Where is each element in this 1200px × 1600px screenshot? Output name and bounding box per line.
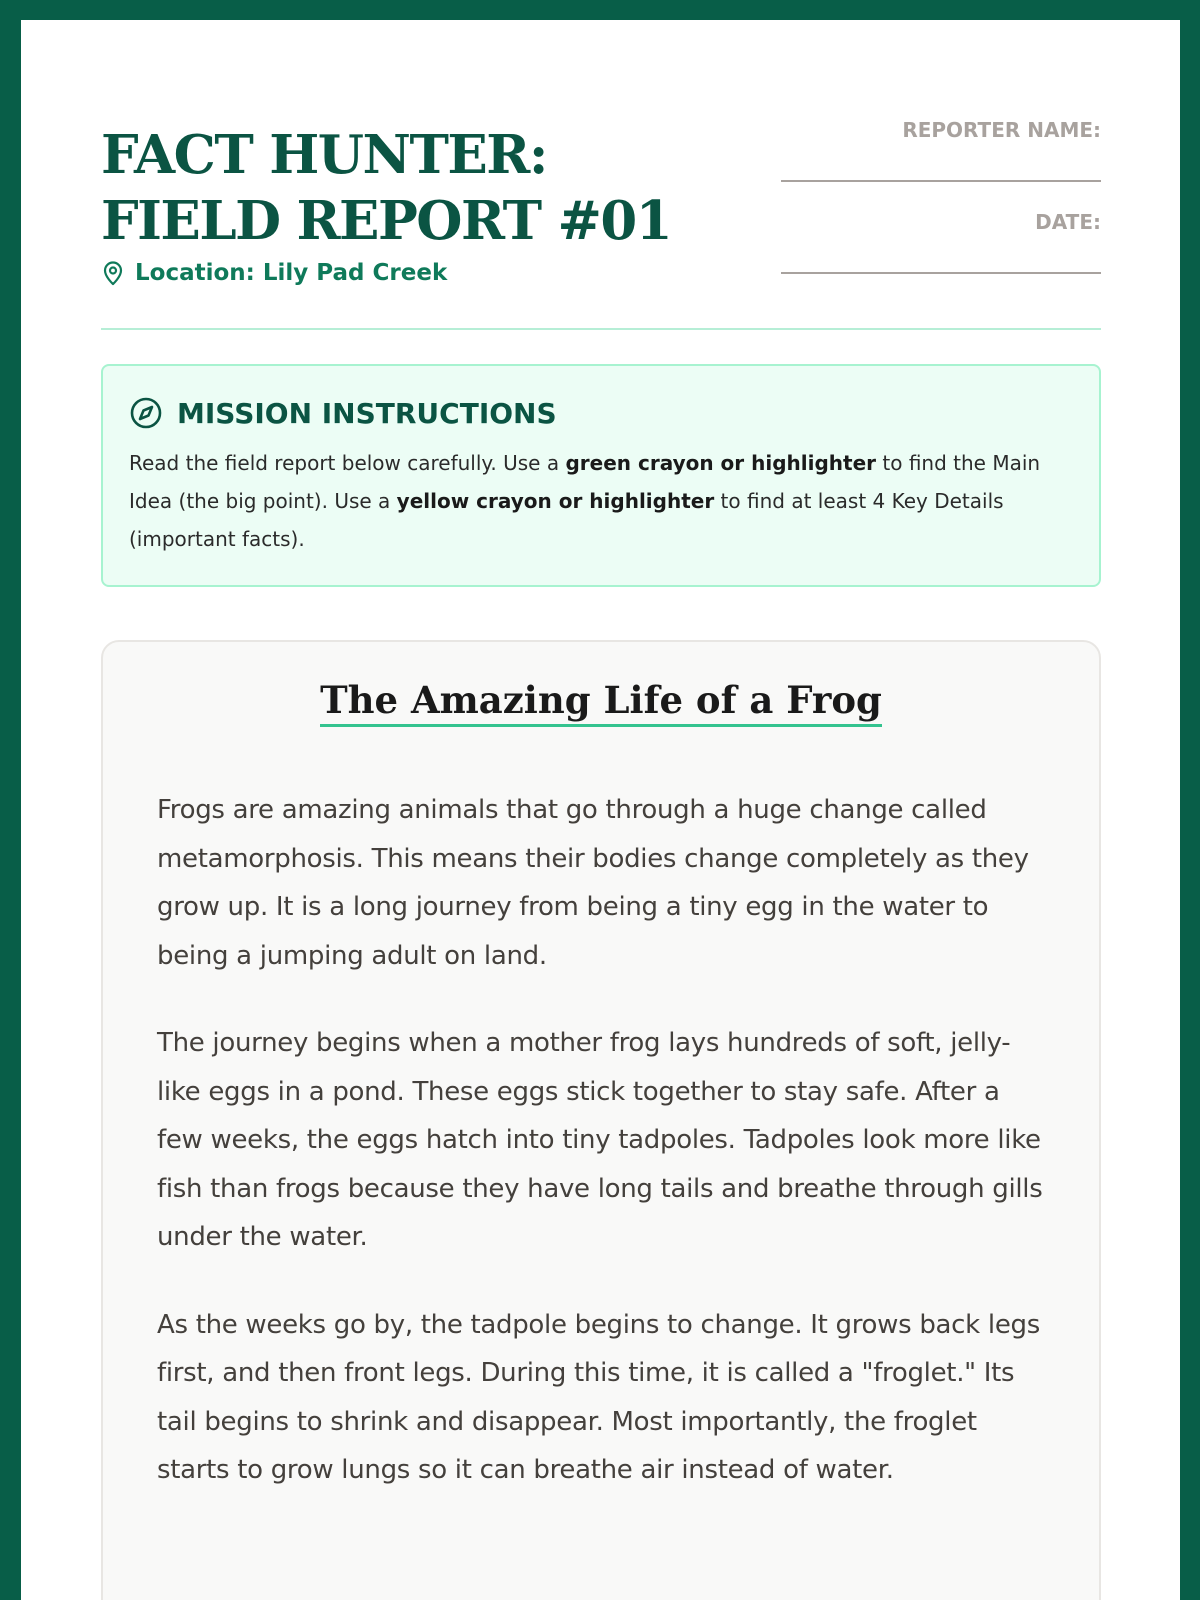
- story-title-text: The Amazing Life of a Frog: [320, 678, 882, 727]
- date-field[interactable]: [781, 240, 1101, 274]
- location-text: Location: Lily Pad Creek: [135, 260, 448, 286]
- mission-heading-text: MISSION INSTRUCTIONS: [177, 396, 557, 430]
- reporter-name-field[interactable]: [781, 148, 1101, 182]
- page-title: FACT HUNTER: FIELD REPORT #01: [101, 124, 672, 252]
- story-title: [103, 678, 1099, 722]
- worksheet-page: [21, 20, 1180, 1600]
- story-paragraph: The journey begins when a mother frog lays hundreds of soft, jelly-like eggs in a pond. These eggs stick together to stay safe. After a few weeks, the eggs hatch into tiny tadpoles. Tadpoles look more like fish than frogs because they have long tails and breathe through gills under the water.: [157, 1028, 1043, 1252]
- reporter-meta: [781, 118, 1101, 302]
- mission-instructions-box: [101, 364, 1101, 587]
- field-report-card: [101, 640, 1101, 1600]
- mission-yellow-highlight: yellow crayon or highlighter: [396, 489, 715, 513]
- mission-text-part: to find the Main Idea (the big point). Use a: [129, 451, 1041, 513]
- mission-heading: [129, 396, 1073, 430]
- reporter-name-label: REPORTER NAME:: [902, 118, 1101, 142]
- story-body: [157, 786, 1045, 1534]
- location-line: [101, 260, 447, 286]
- mission-text: [129, 444, 1073, 558]
- mission-text-part: Read the field report below carefully. Use a: [129, 451, 566, 475]
- mission-text-part: to find at least 4 Key Details (important facts).: [129, 489, 1004, 551]
- story-paragraph: Frogs are amazing animals that go through a huge change called metamorphosis. This means their bodies change completely as they grow up. It is a long journey from being a tiny egg in the water to being a jumping adult on land.: [157, 795, 1029, 971]
- mission-green-highlight: green crayon or highlighter: [565, 451, 877, 475]
- report-header: [101, 102, 1101, 330]
- story-paragraph: As the weeks go by, the tadpole begins to change. It grows back legs first, and then front legs. During this time, it is called a "froglet." Its tail begins to shrink and disappear. Most importantly, the froglet starts to grow lungs so it can breathe air instead of water.: [157, 1309, 1040, 1485]
- compass-icon: [129, 396, 163, 430]
- date-label: DATE:: [1035, 210, 1101, 234]
- map-pin-icon: [101, 260, 125, 286]
